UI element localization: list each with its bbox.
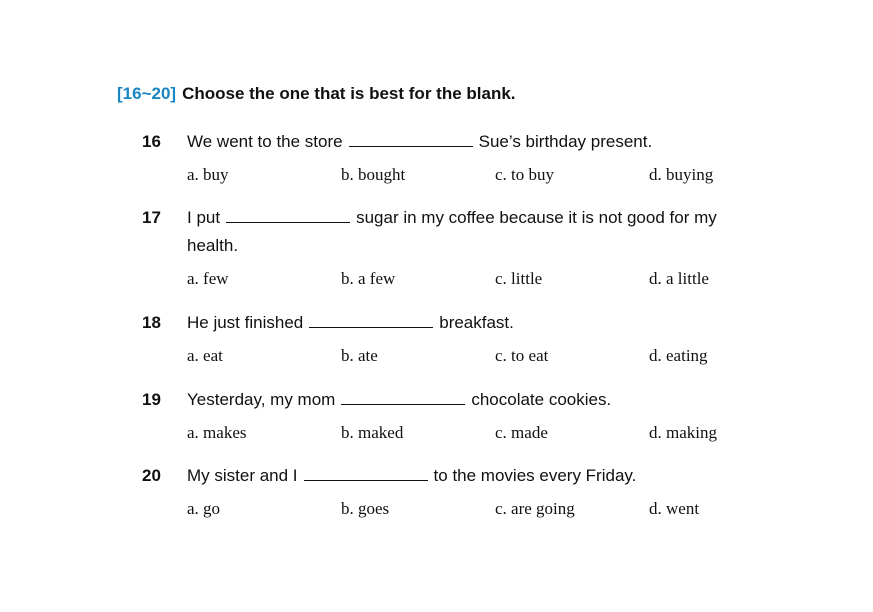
stem-before-blank: My sister and I <box>187 466 298 485</box>
answer-blank <box>304 464 428 481</box>
option-a[interactable]: a. eat <box>187 346 223 365</box>
option-b[interactable]: b. maked <box>341 423 404 442</box>
option-c[interactable]: c. to buy <box>495 165 555 184</box>
option-d[interactable]: d. a little <box>649 269 709 288</box>
option-c[interactable]: c. to eat <box>495 346 549 365</box>
question-stem <box>187 204 759 260</box>
stem-after-blank: chocolate cookies. <box>471 390 612 409</box>
question-stem <box>187 386 759 414</box>
option-d[interactable]: d. buying <box>649 165 714 184</box>
stem-before-blank: He just finished <box>187 313 304 332</box>
option-a[interactable]: a. makes <box>187 423 247 442</box>
stem-after-blank: breakfast. <box>439 313 514 332</box>
answer-blank <box>349 130 473 147</box>
instruction-text: Choose the one that is best for the blank. <box>182 84 516 103</box>
option-a[interactable]: a. go <box>187 499 221 518</box>
question-number: 20 <box>142 466 161 485</box>
answer-blank <box>226 206 350 223</box>
option-b[interactable]: b. a few <box>341 269 396 288</box>
option-c[interactable]: c. are going <box>495 499 575 518</box>
stem-before-blank: I put <box>187 208 221 227</box>
question-number: 18 <box>142 313 161 332</box>
stem-after-blank: to the movies every Friday. <box>433 466 637 485</box>
option-d[interactable]: d. eating <box>649 346 708 365</box>
option-c[interactable]: c. made <box>495 423 548 442</box>
question-stem <box>187 309 759 337</box>
option-d[interactable]: d. making <box>649 423 717 442</box>
question-stem <box>187 462 759 490</box>
stem-after-blank: Sue’s birthday present. <box>478 132 653 151</box>
question-stem <box>187 128 759 156</box>
question-number: 16 <box>142 132 161 151</box>
answer-blank <box>309 311 433 328</box>
option-b[interactable]: b. bought <box>341 165 406 184</box>
option-a[interactable]: a. few <box>187 269 229 288</box>
option-a[interactable]: a. buy <box>187 165 229 184</box>
stem-before-blank: We went to the store <box>187 132 343 151</box>
question-number: 17 <box>142 208 161 227</box>
option-b[interactable]: b. goes <box>341 499 390 518</box>
option-b[interactable]: b. ate <box>341 346 378 365</box>
question-range: [16~20] <box>117 84 177 103</box>
instruction-header <box>117 84 516 104</box>
option-d[interactable]: d. went <box>649 499 700 518</box>
option-c[interactable]: c. little <box>495 269 543 288</box>
stem-before-blank: Yesterday, my mom <box>187 390 336 409</box>
answer-blank <box>341 388 465 405</box>
question-number: 19 <box>142 390 161 409</box>
stem-after-blank: sugar in my coffee because it is not good for my health. <box>187 208 717 255</box>
